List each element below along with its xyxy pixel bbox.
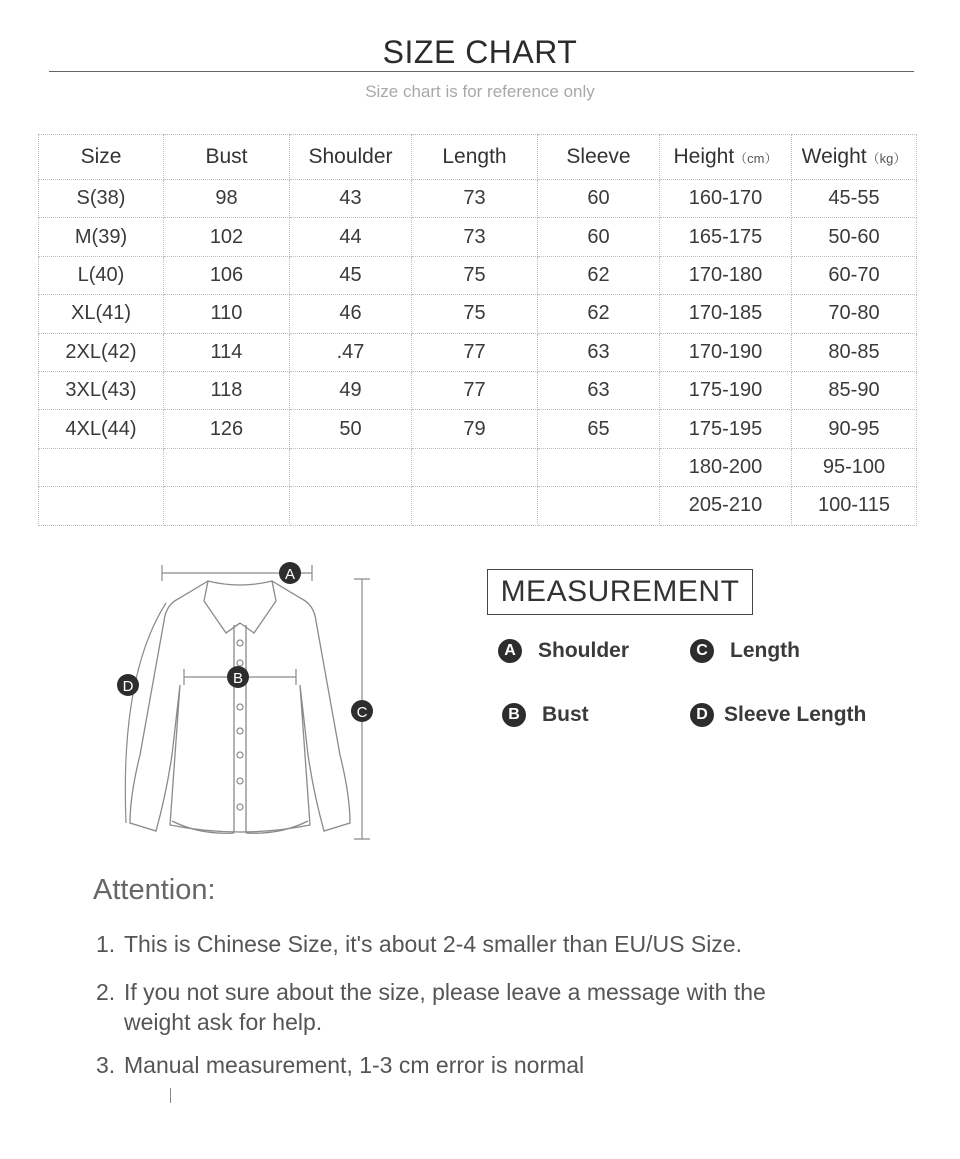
table-cell: 85-90: [792, 371, 917, 409]
note-number: 2.: [96, 979, 116, 1005]
table-cell: 63: [538, 371, 660, 409]
table-cell: [538, 448, 660, 486]
header-label: Size: [80, 145, 122, 168]
stray-mark: [170, 1088, 171, 1103]
marker-c-label: C: [356, 704, 368, 721]
table-cell: 60: [538, 180, 660, 218]
table-cell: 175-190: [660, 371, 792, 409]
table-cell: .47: [290, 333, 412, 371]
measurement-title: MEASUREMENT: [487, 569, 753, 615]
table-cell: 165-175: [660, 218, 792, 256]
marker-b-label: B: [232, 670, 244, 687]
table-cell: 160-170: [660, 180, 792, 218]
note-1: [96, 929, 742, 959]
table-cell: 50: [290, 410, 412, 448]
legend-bust: [502, 703, 589, 727]
page-subtitle: Size chart is for reference only: [365, 82, 595, 101]
table-row: [39, 295, 917, 333]
table-cell: [412, 487, 538, 525]
table-cell: 95-100: [792, 448, 917, 486]
page-title: SIZE CHART: [382, 34, 578, 70]
table-cell: 102: [164, 218, 290, 256]
badge-a: A: [498, 639, 522, 663]
table-cell: 65: [538, 410, 660, 448]
shirt-collar: [204, 581, 276, 633]
title-divider: [49, 71, 914, 72]
table-row: [39, 256, 917, 294]
legend-label: Length: [730, 639, 800, 662]
table-cell: 170-190: [660, 333, 792, 371]
header-length: [412, 135, 538, 180]
table-cell: 75: [412, 295, 538, 333]
table-cell: 73: [412, 218, 538, 256]
table-body: [39, 180, 917, 526]
table-cell: 205-210: [660, 487, 792, 525]
table-cell: 126: [164, 410, 290, 448]
marker-a: [279, 562, 301, 584]
table-cell: 180-200: [660, 448, 792, 486]
table-cell: 98: [164, 180, 290, 218]
attention-title: Attention:: [93, 874, 216, 906]
legend-length: [690, 639, 800, 663]
table-cell: 70-80: [792, 295, 917, 333]
header-bust: [164, 135, 290, 180]
table-cell: 43: [290, 180, 412, 218]
header-label: Sleeve: [566, 145, 631, 168]
table-row: [39, 448, 917, 486]
table-cell: 170-180: [660, 256, 792, 294]
table-row: [39, 371, 917, 409]
note-number: 3.: [96, 1052, 116, 1078]
note-number: 1.: [96, 931, 116, 957]
shirt-diagram: [100, 555, 400, 855]
badge-b: B: [502, 703, 526, 727]
badge-c: C: [690, 639, 714, 663]
note-3: [96, 1050, 584, 1080]
table-cell: 77: [412, 371, 538, 409]
table-cell: 63: [538, 333, 660, 371]
table-cell: 175-195: [660, 410, 792, 448]
header-label: Shoulder: [308, 145, 393, 168]
table-cell: L(40): [39, 256, 164, 294]
note-2: [96, 977, 766, 1037]
table-cell: [39, 448, 164, 486]
header-size: [39, 135, 164, 180]
table-header-row: [39, 135, 917, 180]
table-cell: 44: [290, 218, 412, 256]
legend-label: Shoulder: [538, 639, 630, 662]
note-text: Manual measurement, 1-3 cm error is normal: [124, 1052, 585, 1078]
header-label: Bust: [205, 145, 248, 168]
header-sleeve: [538, 135, 660, 180]
note-text: This is Chinese Size, it's about 2-4 smaller than EU/US Size.: [124, 931, 742, 957]
table-cell: S(38): [39, 180, 164, 218]
marker-c: [351, 700, 373, 722]
table-row: [39, 410, 917, 448]
table-cell: 106: [164, 256, 290, 294]
table-cell: [164, 487, 290, 525]
table-cell: 50-60: [792, 218, 917, 256]
table-cell: [412, 448, 538, 486]
header-shoulder: [290, 135, 412, 180]
table-cell: 2XL(42): [39, 333, 164, 371]
table-cell: M(39): [39, 218, 164, 256]
table-cell: 4XL(44): [39, 410, 164, 448]
table-cell: 45-55: [792, 180, 917, 218]
table-cell: 118: [164, 371, 290, 409]
legend-label: Bust: [542, 703, 589, 726]
table-cell: [290, 448, 412, 486]
table-row: [39, 218, 917, 256]
table-cell: 49: [290, 371, 412, 409]
header-weight: [792, 135, 917, 180]
table-cell: [538, 487, 660, 525]
note-text-continued: weight ask for help.: [124, 1009, 323, 1035]
table-cell: 170-185: [660, 295, 792, 333]
table-cell: 110: [164, 295, 290, 333]
table-cell: 75: [412, 256, 538, 294]
table-cell: 62: [538, 256, 660, 294]
marker-d-label: D: [122, 678, 134, 695]
table-cell: 114: [164, 333, 290, 371]
size-table: [38, 134, 917, 526]
header-label: Height: [673, 145, 735, 168]
marker-b: [227, 666, 249, 688]
table-row: [39, 333, 917, 371]
table-cell: 79: [412, 410, 538, 448]
marker-d: [117, 674, 139, 696]
table-cell: 77: [412, 333, 538, 371]
table-row: [39, 487, 917, 525]
legend-shoulder: [498, 639, 629, 663]
table-cell: XL(41): [39, 295, 164, 333]
table-cell: 45: [290, 256, 412, 294]
header-unit: （kg）: [866, 151, 907, 166]
table-cell: [39, 487, 164, 525]
legend-label: Sleeve Length: [724, 703, 867, 726]
header-label: Length: [442, 145, 507, 168]
table-cell: [164, 448, 290, 486]
table-cell: 90-95: [792, 410, 917, 448]
table-cell: 80-85: [792, 333, 917, 371]
table-cell: 46: [290, 295, 412, 333]
table-cell: 60: [538, 218, 660, 256]
header-height: [660, 135, 792, 180]
marker-a-label: A: [284, 566, 296, 583]
table-row: [39, 180, 917, 218]
table-cell: 100-115: [792, 487, 917, 525]
table-cell: 73: [412, 180, 538, 218]
table-cell: 62: [538, 295, 660, 333]
table-cell: 60-70: [792, 256, 917, 294]
table-cell: [290, 487, 412, 525]
note-text: If you not sure about the size, please leave a message with the: [124, 979, 766, 1005]
badge-d: D: [690, 703, 714, 727]
header-label: Weight: [801, 145, 867, 168]
header-unit: （cm）: [734, 151, 778, 166]
table-cell: 3XL(43): [39, 371, 164, 409]
legend-sleeve-length: [690, 703, 866, 727]
